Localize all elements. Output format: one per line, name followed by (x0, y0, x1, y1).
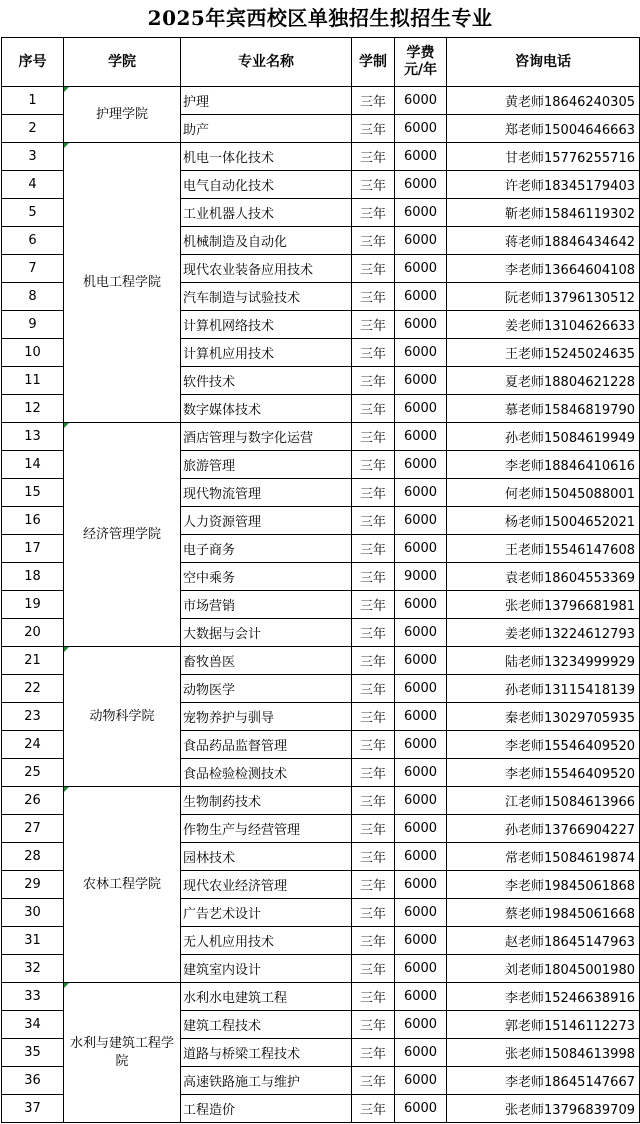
major-cell: 建筑工程技术 (181, 1011, 352, 1039)
contact-cell: 郑老师15004646663 (447, 115, 640, 143)
major-cell: 食品检验检测技术 (181, 759, 352, 787)
seq-cell: 1 (2, 87, 64, 115)
seq-cell: 28 (2, 843, 64, 871)
seq-cell: 33 (2, 983, 64, 1011)
contact-cell: 秦老师13029705935 (447, 703, 640, 731)
contact-cell: 许老师18345179403 (447, 171, 640, 199)
seq-cell: 31 (2, 927, 64, 955)
contact-cell: 何老师15045088001 (447, 479, 640, 507)
contact-cell: 赵老师18645147963 (447, 927, 640, 955)
major-cell: 现代农业装备应用技术 (181, 255, 352, 283)
major-cell: 计算机网络技术 (181, 311, 352, 339)
seq-cell: 18 (2, 563, 64, 591)
contact-cell: 李老师15246638916 (447, 983, 640, 1011)
fee-cell: 6000 (395, 871, 447, 899)
seq-cell: 20 (2, 619, 64, 647)
major-cell: 工业机器人技术 (181, 199, 352, 227)
major-cell: 建筑室内设计 (181, 955, 352, 983)
duration-cell: 三年 (352, 87, 395, 115)
fee-cell: 6000 (395, 367, 447, 395)
seq-cell: 10 (2, 339, 64, 367)
seq-cell: 21 (2, 647, 64, 675)
seq-cell: 4 (2, 171, 64, 199)
duration-cell: 三年 (352, 143, 395, 171)
major-cell: 机电一体化技术 (181, 143, 352, 171)
duration-cell: 三年 (352, 899, 395, 927)
major-cell: 助产 (181, 115, 352, 143)
duration-cell: 三年 (352, 619, 395, 647)
contact-cell: 李老师18846410616 (447, 451, 640, 479)
fee-cell: 6000 (395, 675, 447, 703)
seq-cell: 36 (2, 1067, 64, 1095)
header-major: 专业名称 (181, 38, 352, 87)
duration-cell: 三年 (352, 591, 395, 619)
contact-cell: 慕老师15846819790 (447, 395, 640, 423)
contact-cell: 张老师15084613998 (447, 1039, 640, 1067)
major-cell: 道路与桥梁工程技术 (181, 1039, 352, 1067)
major-cell: 工程造价 (181, 1095, 352, 1123)
contact-cell: 姜老师13224612793 (447, 619, 640, 647)
fee-cell: 6000 (395, 983, 447, 1011)
seq-cell: 34 (2, 1011, 64, 1039)
seq-cell: 19 (2, 591, 64, 619)
contact-cell: 江老师15084613966 (447, 787, 640, 815)
table-row (2, 423, 640, 451)
table-row (2, 647, 640, 675)
header-duration: 学制 (352, 38, 395, 87)
fee-cell: 6000 (395, 283, 447, 311)
major-cell: 市场营销 (181, 591, 352, 619)
college-cell: 动物科学院 (64, 647, 181, 787)
fee-cell: 6000 (395, 87, 447, 115)
seq-cell: 14 (2, 451, 64, 479)
contact-cell: 孙老师13766904227 (447, 815, 640, 843)
fee-cell: 6000 (395, 479, 447, 507)
fee-cell: 6000 (395, 759, 447, 787)
duration-cell: 三年 (352, 115, 395, 143)
contact-cell: 蒋老师18846434642 (447, 227, 640, 255)
fee-cell: 6000 (395, 955, 447, 983)
duration-cell: 三年 (352, 955, 395, 983)
header-fee (395, 38, 447, 87)
duration-cell: 三年 (352, 731, 395, 759)
fee-cell: 6000 (395, 171, 447, 199)
seq-cell: 22 (2, 675, 64, 703)
fee-cell: 6000 (395, 227, 447, 255)
contact-cell: 袁老师18604553369 (447, 563, 640, 591)
major-cell: 汽车制造与试验技术 (181, 283, 352, 311)
seq-cell: 3 (2, 143, 64, 171)
major-cell: 无人机应用技术 (181, 927, 352, 955)
duration-cell: 三年 (352, 871, 395, 899)
contact-cell: 张老师13796839709 (447, 1095, 640, 1123)
seq-cell: 24 (2, 731, 64, 759)
major-cell: 电子商务 (181, 535, 352, 563)
header-college: 学院 (64, 38, 181, 87)
duration-cell: 三年 (352, 283, 395, 311)
contact-cell: 李老师15546409520 (447, 731, 640, 759)
contact-cell: 张老师13796681981 (447, 591, 640, 619)
fee-cell: 6000 (395, 1011, 447, 1039)
college-cell: 农林工程学院 (64, 787, 181, 983)
document-title: 2025年宾西校区单独招生拟招生专业 (147, 6, 493, 30)
major-cell: 数字媒体技术 (181, 395, 352, 423)
duration-cell: 三年 (352, 843, 395, 871)
major-cell: 机械制造及自动化 (181, 227, 352, 255)
fee-cell: 6000 (395, 451, 447, 479)
contact-cell: 王老师15245024635 (447, 339, 640, 367)
major-cell: 动物医学 (181, 675, 352, 703)
duration-cell: 三年 (352, 507, 395, 535)
seq-cell: 35 (2, 1039, 64, 1067)
seq-cell: 37 (2, 1095, 64, 1123)
duration-cell: 三年 (352, 479, 395, 507)
major-cell: 护理 (181, 87, 352, 115)
seq-cell: 6 (2, 227, 64, 255)
major-cell: 生物制药技术 (181, 787, 352, 815)
duration-cell: 三年 (352, 759, 395, 787)
table-row (2, 87, 640, 115)
contact-cell: 陆老师13234999929 (447, 647, 640, 675)
major-cell: 现代物流管理 (181, 479, 352, 507)
major-cell: 水利水电建筑工程 (181, 983, 352, 1011)
majors-table (1, 37, 640, 1123)
major-cell: 园林技术 (181, 843, 352, 871)
major-cell: 高速铁路施工与维护 (181, 1067, 352, 1095)
fee-cell: 6000 (395, 1095, 447, 1123)
header-phone: 咨询电话 (447, 38, 640, 87)
duration-cell: 三年 (352, 255, 395, 283)
contact-cell: 王老师15546147608 (447, 535, 640, 563)
contact-cell: 孙老师15084619949 (447, 423, 640, 451)
fee-cell: 6000 (395, 787, 447, 815)
header-fee-line2: 元/年 (403, 62, 438, 78)
major-cell: 人力资源管理 (181, 507, 352, 535)
fee-cell: 6000 (395, 647, 447, 675)
major-cell: 广告艺术设计 (181, 899, 352, 927)
college-cell: 经济管理学院 (64, 423, 181, 647)
seq-cell: 8 (2, 283, 64, 311)
college-cell: 水利与建筑工程学院 (64, 983, 181, 1123)
seq-cell: 9 (2, 311, 64, 339)
major-cell: 畜牧兽医 (181, 647, 352, 675)
duration-cell: 三年 (352, 423, 395, 451)
major-cell: 空中乘务 (181, 563, 352, 591)
table-header-row (2, 38, 640, 87)
major-cell: 旅游管理 (181, 451, 352, 479)
contact-cell: 李老师18645147667 (447, 1067, 640, 1095)
seq-cell: 5 (2, 199, 64, 227)
duration-cell: 三年 (352, 199, 395, 227)
fee-cell: 6000 (395, 591, 447, 619)
duration-cell: 三年 (352, 647, 395, 675)
contact-cell: 李老师15546409520 (447, 759, 640, 787)
contact-cell: 刘老师18045001980 (447, 955, 640, 983)
fee-cell: 6000 (395, 731, 447, 759)
contact-cell: 黄老师18646240305 (447, 87, 640, 115)
fee-cell: 6000 (395, 311, 447, 339)
major-cell: 现代农业经济管理 (181, 871, 352, 899)
fee-cell: 6000 (395, 1039, 447, 1067)
duration-cell: 三年 (352, 815, 395, 843)
duration-cell: 三年 (352, 535, 395, 563)
fee-cell: 9000 (395, 563, 447, 591)
seq-cell: 29 (2, 871, 64, 899)
fee-cell: 6000 (395, 115, 447, 143)
major-cell: 软件技术 (181, 367, 352, 395)
contact-cell: 甘老师15776255716 (447, 143, 640, 171)
duration-cell: 三年 (352, 675, 395, 703)
contact-cell: 李老师19845061868 (447, 871, 640, 899)
duration-cell: 三年 (352, 983, 395, 1011)
college-cell: 护理学院 (64, 87, 181, 143)
fee-cell: 6000 (395, 339, 447, 367)
seq-cell: 2 (2, 115, 64, 143)
duration-cell: 三年 (352, 1095, 395, 1123)
contact-cell: 杨老师15004652021 (447, 507, 640, 535)
contact-cell: 李老师13664604108 (447, 255, 640, 283)
table-row (2, 787, 640, 815)
duration-cell: 三年 (352, 367, 395, 395)
seq-cell: 23 (2, 703, 64, 731)
seq-cell: 13 (2, 423, 64, 451)
seq-cell: 26 (2, 787, 64, 815)
major-cell: 计算机应用技术 (181, 339, 352, 367)
fee-cell: 6000 (395, 843, 447, 871)
fee-cell: 6000 (395, 927, 447, 955)
fee-cell: 6000 (395, 703, 447, 731)
header-seq: 序号 (2, 38, 64, 87)
major-cell: 宠物养护与驯导 (181, 703, 352, 731)
duration-cell: 三年 (352, 787, 395, 815)
fee-cell: 6000 (395, 423, 447, 451)
contact-cell: 郭老师15146112273 (447, 1011, 640, 1039)
seq-cell: 15 (2, 479, 64, 507)
seq-cell: 7 (2, 255, 64, 283)
fee-cell: 6000 (395, 815, 447, 843)
seq-cell: 12 (2, 395, 64, 423)
table-row (2, 143, 640, 171)
fee-cell: 6000 (395, 143, 447, 171)
contact-cell: 姜老师13104626633 (447, 311, 640, 339)
duration-cell: 三年 (352, 171, 395, 199)
fee-cell: 6000 (395, 535, 447, 563)
major-cell: 电气自动化技术 (181, 171, 352, 199)
fee-cell: 6000 (395, 507, 447, 535)
duration-cell: 三年 (352, 563, 395, 591)
seq-cell: 32 (2, 955, 64, 983)
seq-cell: 27 (2, 815, 64, 843)
duration-cell: 三年 (352, 1067, 395, 1095)
contact-cell: 蔡老师19845061668 (447, 899, 640, 927)
seq-cell: 17 (2, 535, 64, 563)
seq-cell: 30 (2, 899, 64, 927)
duration-cell: 三年 (352, 1011, 395, 1039)
fee-cell: 6000 (395, 1067, 447, 1095)
contact-cell: 孙老师13115418139 (447, 675, 640, 703)
fee-cell: 6000 (395, 395, 447, 423)
duration-cell: 三年 (352, 339, 395, 367)
fee-cell: 6000 (395, 619, 447, 647)
duration-cell: 三年 (352, 395, 395, 423)
duration-cell: 三年 (352, 703, 395, 731)
major-cell: 作物生产与经营管理 (181, 815, 352, 843)
contact-cell: 阮老师13796130512 (447, 283, 640, 311)
college-cell: 机电工程学院 (64, 143, 181, 423)
contact-cell: 常老师15084619874 (447, 843, 640, 871)
seq-cell: 25 (2, 759, 64, 787)
header-fee-line1: 学费 (406, 45, 435, 61)
duration-cell: 三年 (352, 1039, 395, 1067)
duration-cell: 三年 (352, 227, 395, 255)
duration-cell: 三年 (352, 451, 395, 479)
fee-cell: 6000 (395, 255, 447, 283)
seq-cell: 16 (2, 507, 64, 535)
fee-cell: 6000 (395, 899, 447, 927)
table-row (2, 983, 640, 1011)
contact-cell: 夏老师18804621228 (447, 367, 640, 395)
seq-cell: 11 (2, 367, 64, 395)
duration-cell: 三年 (352, 311, 395, 339)
contact-cell: 靳老师15846119302 (447, 199, 640, 227)
major-cell: 酒店管理与数字化运营 (181, 423, 352, 451)
major-cell: 食品药品监督管理 (181, 731, 352, 759)
major-cell: 大数据与会计 (181, 619, 352, 647)
table-body (2, 87, 640, 1123)
fee-cell: 6000 (395, 199, 447, 227)
duration-cell: 三年 (352, 927, 395, 955)
